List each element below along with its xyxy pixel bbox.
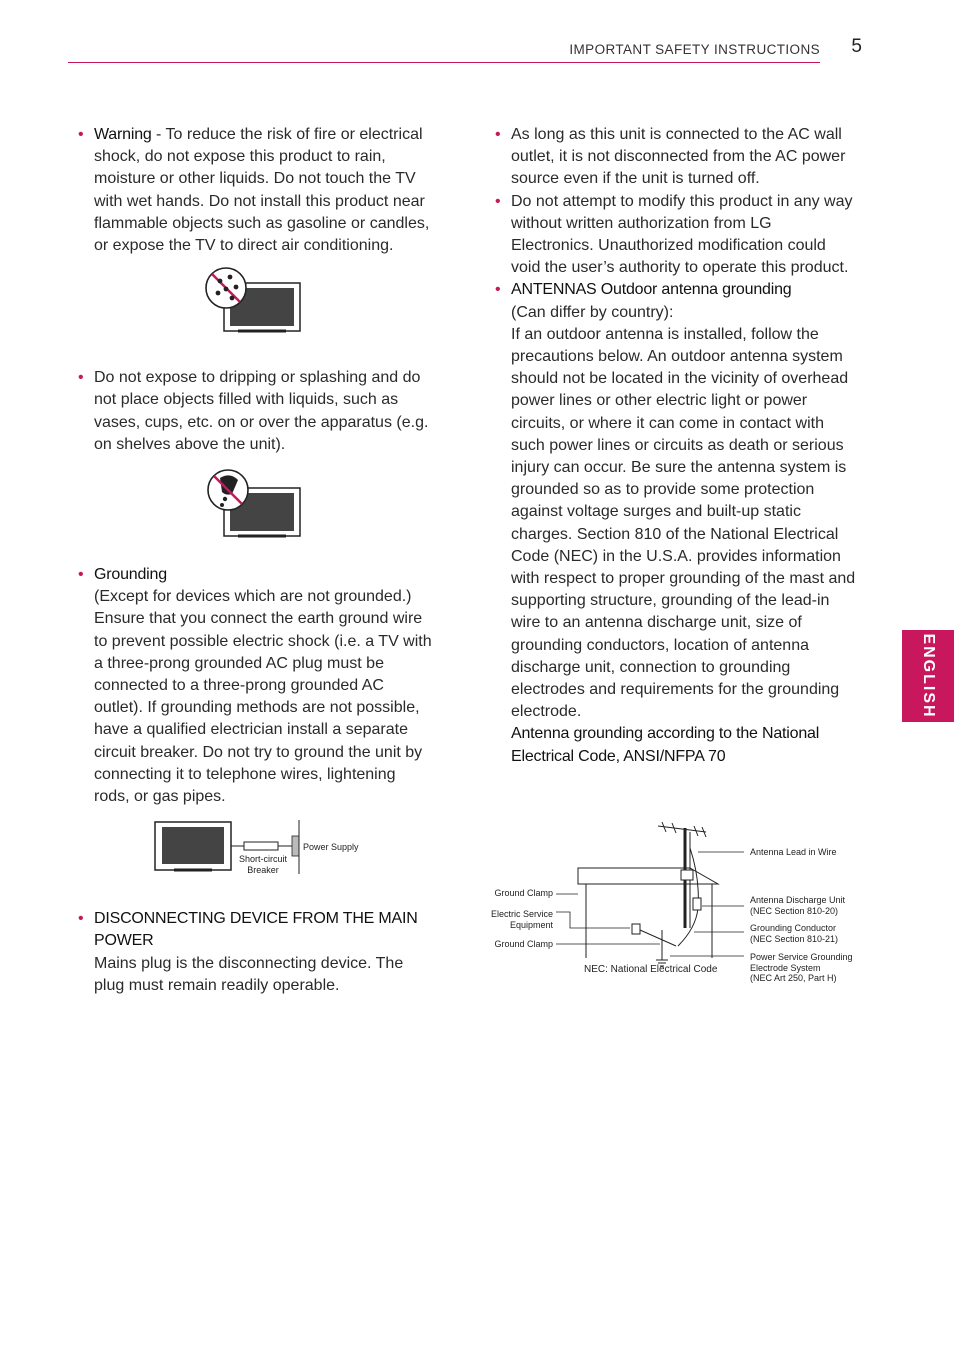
no-rain-icon [206,268,246,308]
warning-paragraph [94,124,434,257]
no-vase-icon [208,470,248,510]
grounding-conductor-label: Grounding Conductor (NEC Section 810-21) [750,923,839,944]
warning-text: - To reduce the risk of fire or electrical shock, do not expose this product to rain, moisture or other liquids. Do not touch the TV with wet hands. Do not install this product near flammable objects such as gasoline or candles, or expose the TV to direct air conditioning. [94,126,430,255]
warning-heading: Warning [94,126,152,143]
modify-paragraph: • Do not attempt to modify this product in any way without written authorization from LG Electronics. Unauthorized modification could void the user’s authority to operate this product. [511,191,856,280]
page-header [68,38,862,64]
antennas-heading: ANTENNAS Outdoor antenna grounding [511,281,792,299]
electric-service-label: Electric Service Equipment [490,909,553,930]
nec-note: NEC: National Electrical Code [584,964,718,975]
page-number: 5 [851,36,862,57]
disconnect-paragraph [94,908,434,997]
antennas-closing-heading: Antenna grounding according to the National Electrical Code, ANSI/NFPA 70 [511,725,820,765]
header-divider [68,62,820,63]
grounding-paragraph [94,564,434,808]
disconnect-text: Mains plug is the disconnecting device. The plug must remain readily operable. [94,954,404,994]
ground-clamp-top-label: Ground Clamp [494,888,553,898]
language-tab-label: ENGLISH [920,633,937,719]
tv-rain-illustration [94,267,434,347]
left-column [94,124,434,997]
right-column [511,124,856,768]
grounding-figure [94,820,434,898]
antenna-grounding-diagram [480,818,860,993]
ground-clamp-bottom-label: Ground Clamp [494,939,553,949]
discharge-unit-label: Antenna Discharge Unit (NEC Section 810-20) [750,895,846,916]
grounding-heading: Grounding [94,566,167,584]
antennas-subheading: (Can differ by country): [511,303,674,321]
breaker-label: Short-circuit Breaker [238,854,287,875]
no-rain-figure [94,267,434,347]
antennas-text: If an outdoor antenna is installed, follow the precautions below. An outdoor antenna system should not be located in the vicinity of overhead power lines or other electric light or power circuits, or where it can come in contact with such power lines or circuits as death or serious injury can occur. Be sure the antenna system is grounded so as to provide some protection against voltage surges and built-up static charges. Section 810 of the National Electrical Code (NEC) in the U.S.A. provides information with respect to proper grounding of the mast and supporting structure, grounding of the lead-in wire to an antenna discharge unit, size of grounding conductors, location of antenna discharge unit, connection to grounding electrodes and requirements for the grounding electrode. [511,325,856,721]
disconnect-heading: DISCONNECTING DEVICE FROM THE MAIN POWER [94,910,418,950]
power-service-label: Power Service Grounding Electrode System (NEC Art 250, Part H) [750,952,853,983]
power-supply-label: Power Supply [303,842,359,853]
grounding-text: (Except for devices which are not grounded.) Ensure that you connect the earth ground wire to prevent possible electric shock (i.e. a TV with a three-prong grounded AC plug must be connected to a three-prong grounded AC outlet). If grounding methods are not possible, have a qualified electrician install a separate circuit breaker. Do not try to ground the unit by connecting it to telephone wires, lightening rods, or gas pipes. [94,588,432,806]
ac-outlet-paragraph: • As long as this unit is connected to the AC wall outlet, it is not disconnected from the AC power source even if the unit is turned off. [511,124,856,191]
no-dripping-figure [94,466,434,552]
language-tab [902,630,954,722]
antennas-paragraph [511,279,856,767]
dripping-paragraph: • Do not expose to dripping or splashing and do not place objects filled with liquids, such as vases, cups, etc. on or over the apparatus (e.g. on shelves above the unit). [94,367,434,456]
antenna-lead-label: Antenna Lead in Wire [750,847,837,857]
tv-vase-illustration [94,466,434,552]
header-title: IMPORTANT SAFETY INSTRUCTIONS [569,42,820,57]
